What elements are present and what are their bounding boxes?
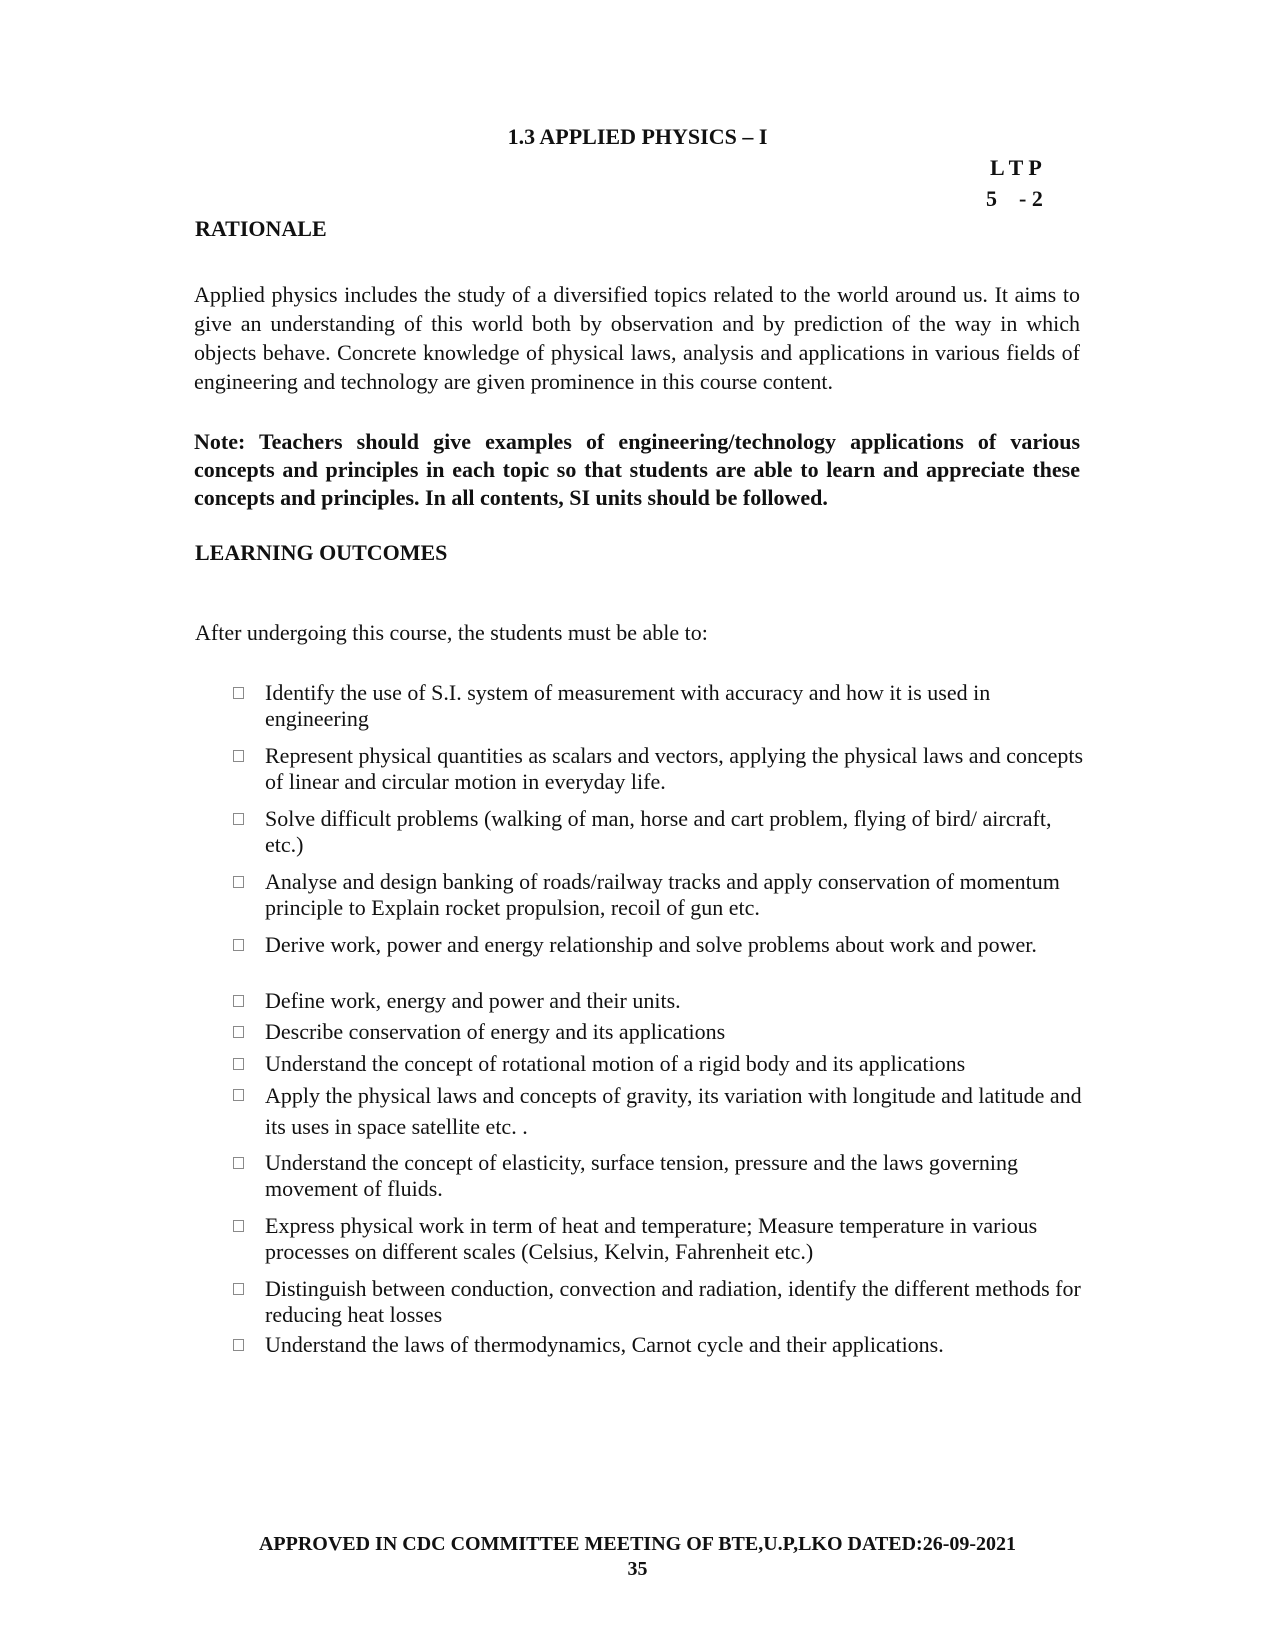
list-item-text: Apply the physical laws and concepts of gravity, its variation with longitude and latitude and its uses in space satellite etc. . — [265, 1083, 1082, 1139]
checkbox-icon — [233, 1339, 244, 1351]
list-item-text: Express physical work in term of heat and temperature; Measure temperature in various processes on different scales (Celsius, Kelvin, Fahrenheit etc.) — [265, 1213, 1038, 1264]
list-item-text: Describe conservation of energy and its applications — [265, 1019, 726, 1044]
checkbox-icon — [233, 1058, 244, 1070]
checkbox-icon — [233, 1157, 244, 1169]
approval-footer: APPROVED IN CDC COMMITTEE MEETING OF BTE,U.P,LKO DATED:26-09-2021 — [258, 1533, 1017, 1555]
list-item-text: Represent physical quantities as scalars and vectors, applying the physical laws and concepts of linear and circular motion in everyday life. — [265, 743, 1084, 794]
checkbox-icon — [233, 750, 244, 762]
checkbox-icon — [233, 813, 244, 825]
list-item-text: Understand the concept of elasticity, surface tension, pressure and the laws governing movement of fluids. — [265, 1150, 1019, 1201]
checkbox-icon — [233, 1283, 244, 1295]
teacher-note: Note: Teachers should give examples of engineering/technology applications of various concepts and principles in each topic so that students are able to learn and appreciate these concepts and principles. In all contents, SI units should be followed. — [194, 429, 1080, 510]
list-item-text: Understand the concept of rotational motion of a rigid body and its applications — [265, 1051, 966, 1076]
ltp-values: 5 - 2 — [986, 186, 1043, 211]
list-item-text: Distinguish between conduction, convection and radiation, identify the different methods for reducing heat losses — [265, 1276, 1081, 1327]
list-item-text: Analyse and design banking of roads/railway tracks and apply conservation of momentum principle to Explain rocket propulsion, recoil of gun etc. — [265, 869, 1060, 920]
page-number: 35 — [627, 1558, 648, 1580]
list-item-text: Derive work, power and energy relationship and solve problems about work and power. — [265, 932, 1037, 957]
page-title: 1.3 APPLIED PHYSICS – I — [507, 124, 768, 149]
list-item-text: Solve difficult problems (walking of man, horse and cart problem, flying of bird/ aircraft, etc.) — [265, 806, 1052, 857]
list-item-text: Understand the laws of thermodynamics, Carnot cycle and their applications. — [265, 1332, 944, 1357]
checkbox-icon — [233, 1220, 244, 1232]
rationale-heading: RATIONALE — [195, 216, 327, 241]
rationale-paragraph: Applied physics includes the study of a diversified topics related to the world around us. It aims to give an understanding of this world both by observation and by prediction of the way in which objects behave. Concrete knowledge of physical laws, analysis and applications in various fields of engineering and technology are given prominence in this course content. — [194, 282, 1080, 394]
ltp-header: L T P — [990, 155, 1042, 180]
checkbox-icon — [233, 1089, 244, 1101]
checkbox-icon — [233, 876, 244, 888]
list-item-text: Identify the use of S.I. system of measurement with accuracy and how it is used in engineering — [265, 680, 991, 731]
learning-outcomes-heading: LEARNING OUTCOMES — [195, 540, 448, 565]
checkbox-icon — [233, 687, 244, 699]
list-item-text: Define work, energy and power and their units. — [265, 988, 681, 1013]
checkbox-icon — [233, 995, 244, 1007]
checkbox-icon — [233, 939, 244, 951]
outcomes-intro: After undergoing this course, the students must be able to: — [195, 620, 708, 645]
checkbox-icon — [233, 1026, 244, 1038]
